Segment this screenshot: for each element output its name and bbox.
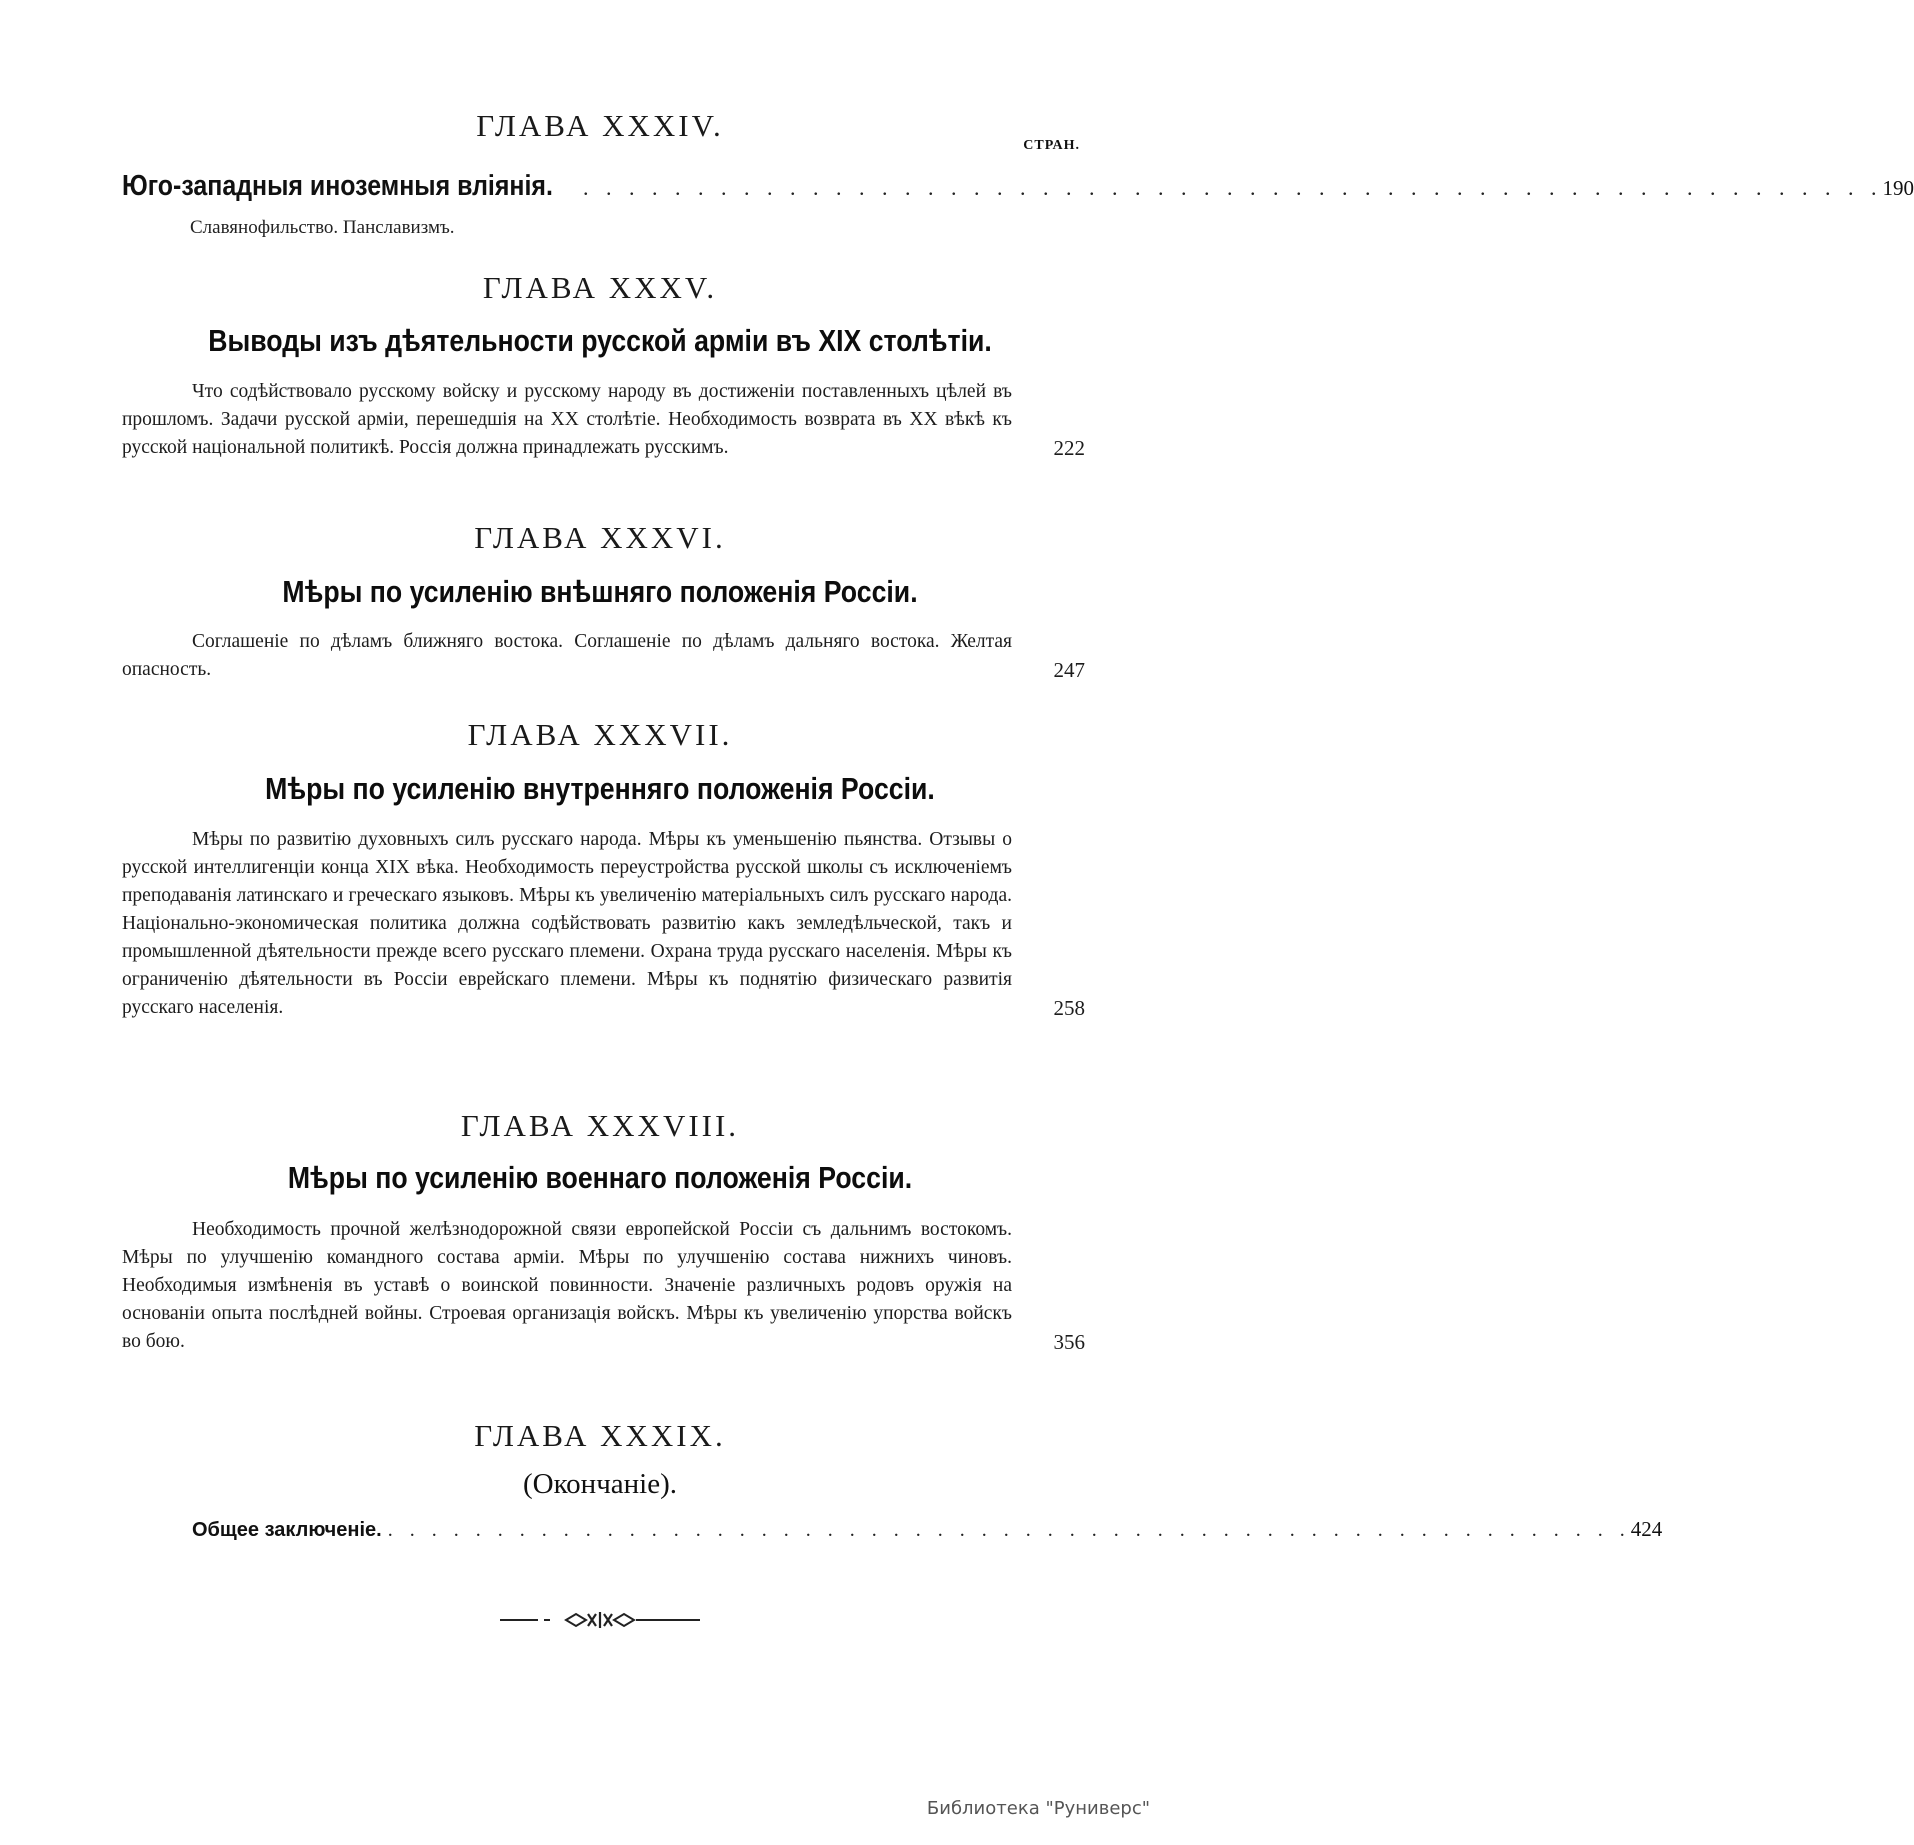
chapter-title: Юго-западныя иноземныя вліянія. — [122, 170, 553, 202]
chapter-heading: ГЛАВА XXXVIII. — [460, 1108, 740, 1143]
chapter-title: Выводы изъ дѣятельности русской арміи въ XIX столѣтіи. — [208, 323, 992, 358]
chapter-heading: ГЛАВА XXXVI. — [474, 520, 726, 555]
leader-dots: . . . . . . . . . . . . . . . . . . . . . . . . . . . . . . . . . . . . . . . . . . . . . . . . . . . . . . . . . — [387, 1519, 1631, 1541]
chapter-summary: Славянофильство. Панславизмъ. — [190, 217, 455, 238]
decorative-divider-icon — [500, 1608, 700, 1632]
chapter-summary — [122, 628, 1085, 684]
chapter-summary — [122, 826, 1085, 1022]
chapter-title: Мѣры по усиленію военнаго положенія Россіи. — [287, 1160, 913, 1195]
chapter-subtitle: (Окончаніе). — [522, 1468, 678, 1500]
summary-text: Соглашеніе по дѣламъ ближняго востока. Соглашеніе по дѣламъ дальняго востока. Желтая опасность. — [122, 631, 1012, 680]
page-number: 424 — [1630, 1517, 1663, 1541]
summary-text: Что содѣйствовало русскому войску и русскому народу въ достиженіи поставленныхъ цѣлей въ прошломъ. Задачи русской арміи, перешедшія на XX столѣтіе. Необходимость возврата въ XX вѣкѣ къ русской національной политикѣ. Россія должна принадлежать русскимъ. — [122, 381, 1012, 458]
toc-entry[interactable] — [122, 170, 1914, 203]
chapter-title: Общее заключеніе. — [192, 1519, 382, 1541]
summary-text: Мѣры по развитію духовныхъ силъ русскаго народа. Мѣры къ уменьшенію пьянства. Отзывы о русской интеллигенціи конца XIX вѣка. Необходимость переустройства русской школы съ исключеніемъ преподаванія латинскаго и греческаго языковъ. Мѣры къ увеличенію матеріальныхъ силъ русскаго народа. Національно-экономическая политика должна содѣйствовать развитію какъ земледѣльческой, такъ и промышленной дѣятельности прежде всего русскаго племени. Охрана труда русскаго населенія. Мѣры къ ограниченію дѣятельности въ Россіи еврейскаго племени. Мѣры къ поднятію физическаго развитія русскаго населенія. — [122, 829, 1012, 1018]
chapter-heading: ГЛАВА XXXIX. — [474, 1418, 726, 1453]
page-number: 190 — [1882, 176, 1914, 200]
chapter-heading: ГЛАВА XXXV. — [482, 270, 718, 305]
page-number[interactable]: 247 — [1053, 658, 1085, 682]
library-watermark: Библиотека "Руниверс" — [926, 1798, 1150, 1819]
chapter-heading: ГЛАВА XXXVII. — [467, 717, 733, 752]
page-number[interactable]: 258 — [1053, 996, 1085, 1020]
column-header-page: СТРАН. — [1023, 138, 1080, 153]
toc-entry[interactable] — [122, 1517, 1663, 1542]
leader-dots: . . . . . . . . . . . . . . . . . . . . . . . . . . . . . . . . . . . . . . . . . . . . . . . . . . . . . . . . . — [583, 175, 1883, 200]
chapter-summary — [122, 1216, 1085, 1356]
chapter-title: Мѣры по усиленію внѣшняго положенія Россіи. — [282, 574, 918, 609]
summary-text: Необходимость прочной желѣзнодорожной связи европейской Россіи съ дальнимъ востокомъ. Мѣры по улучшенію командного состава арміи. Мѣры по улучшенію состава нижнихъ чиновъ. Необходимыя измѣненія въ уставѣ о воинской повинности. Значеніе различныхъ родовъ оружія на основаніи опыта послѣдней войны. Строевая организація войскъ. Мѣры къ увеличенію упорства войскъ во бою. — [122, 1219, 1012, 1352]
chapter-summary — [122, 378, 1085, 462]
chapter-title: Мѣры по усиленію внутренняго положенія Россіи. — [265, 771, 935, 806]
chapter-heading: ГЛАВА XXXIV. — [476, 108, 724, 143]
page-number[interactable]: 356 — [1053, 1330, 1085, 1354]
page-number[interactable]: 222 — [1053, 436, 1085, 460]
